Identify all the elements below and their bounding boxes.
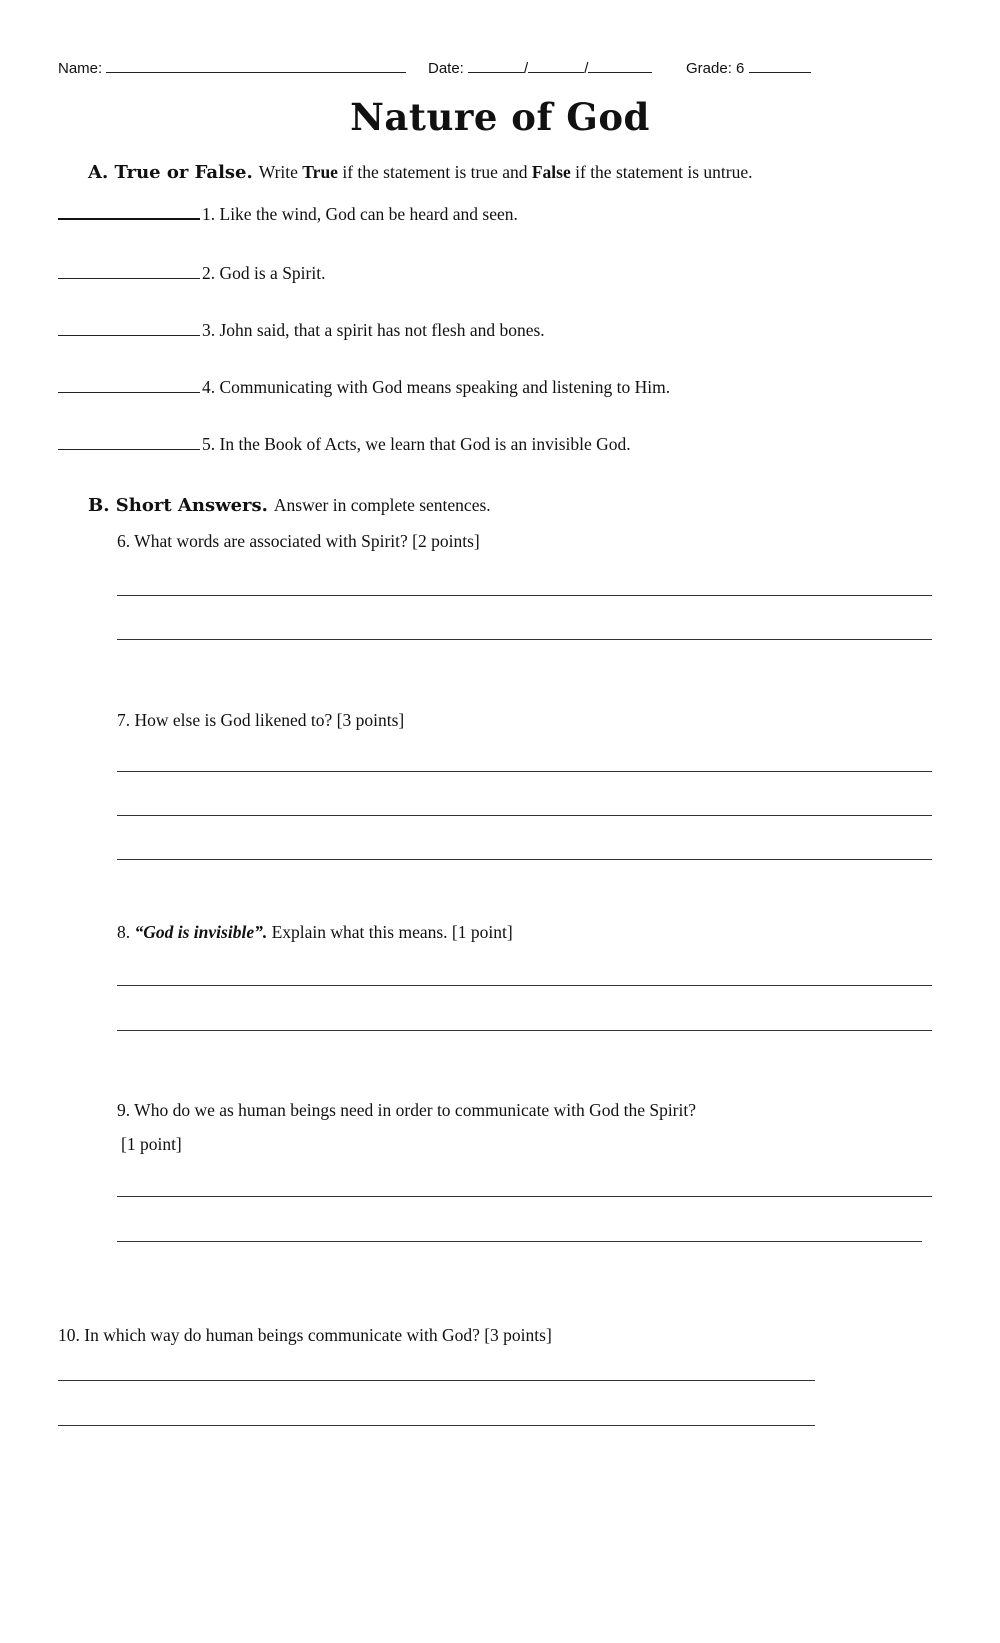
- date-day-blank[interactable]: [468, 58, 524, 73]
- quote-text: “God is invisible”.: [134, 922, 268, 942]
- tf-item-1: [58, 202, 518, 225]
- tf-item-2: [58, 262, 325, 284]
- question-10: 10. In which way do human beings communicate with God? [3 points]: [58, 1325, 552, 1345]
- answer-line[interactable]: [117, 595, 932, 596]
- answer-line[interactable]: [117, 1196, 932, 1197]
- section-b-instruction: Answer in complete sentences.: [273, 495, 491, 515]
- question-number: 8.: [117, 922, 135, 942]
- section-a-instruction: Write: [258, 162, 303, 182]
- answer-line[interactable]: [117, 1030, 932, 1031]
- statement-text: 3. John said, that a spirit has not flesh and bones.: [202, 320, 545, 340]
- answer-line[interactable]: [117, 1241, 922, 1242]
- answer-blank[interactable]: [58, 433, 200, 450]
- answer-line[interactable]: [117, 639, 932, 640]
- name-field[interactable]: [58, 58, 406, 77]
- true-keyword: True: [302, 162, 338, 182]
- question-6: 6. What words are associated with Spirit? [2 points]: [117, 531, 480, 551]
- date-label: Date:: [428, 60, 464, 77]
- tf-item-4: [58, 376, 670, 398]
- name-label: Name:: [58, 60, 103, 77]
- statement-text: 4. Communicating with God means speaking and listening to Him.: [202, 377, 671, 397]
- answer-blank[interactable]: [58, 202, 200, 220]
- question-8: [117, 922, 513, 943]
- page-title: Nature of God: [350, 95, 650, 139]
- statement-text: 2. God is a Spirit.: [202, 263, 326, 283]
- grade-blank[interactable]: [749, 58, 811, 73]
- answer-blank[interactable]: [58, 319, 200, 336]
- answer-line[interactable]: [117, 985, 932, 986]
- date-field[interactable]: [428, 58, 652, 77]
- answer-blank[interactable]: [58, 376, 200, 393]
- grade-label: Grade: 6: [686, 60, 745, 77]
- answer-blank[interactable]: [58, 262, 200, 279]
- answer-line[interactable]: [117, 815, 932, 816]
- date-month-blank[interactable]: [528, 58, 584, 73]
- date-year-blank[interactable]: [588, 58, 652, 73]
- section-b-label: B. Short Answers.: [88, 495, 268, 516]
- section-a-label: A. True or False.: [88, 162, 253, 183]
- name-blank[interactable]: [106, 58, 406, 73]
- question-9: 9. Who do we as human beings need in order to communicate with God the Spirit?: [117, 1100, 696, 1120]
- false-keyword: False: [531, 162, 571, 182]
- grade-field[interactable]: [686, 58, 811, 77]
- statement-text: 5. In the Book of Acts, we learn that God is an invisible God.: [202, 434, 631, 454]
- section-a-heading: [88, 162, 753, 183]
- answer-line[interactable]: [58, 1380, 815, 1381]
- answer-line[interactable]: [117, 771, 932, 772]
- date-sep: /: [524, 60, 529, 77]
- answer-line[interactable]: [58, 1425, 815, 1426]
- date-sep: /: [584, 60, 589, 77]
- section-b-heading: [88, 495, 491, 516]
- question-7: 7. How else is God likened to? [3 points]: [117, 710, 405, 730]
- question-9-points: [1 point]: [121, 1134, 182, 1154]
- tf-item-3: [58, 319, 545, 341]
- question-text: Explain what this means. [1 point]: [267, 922, 513, 942]
- answer-line[interactable]: [117, 859, 932, 860]
- section-a-instruction: if the statement is untrue.: [570, 162, 753, 182]
- statement-text: 1. Like the wind, God can be heard and seen.: [202, 204, 518, 224]
- tf-item-5: [58, 433, 631, 455]
- section-a-instruction: if the statement is true and: [337, 162, 532, 182]
